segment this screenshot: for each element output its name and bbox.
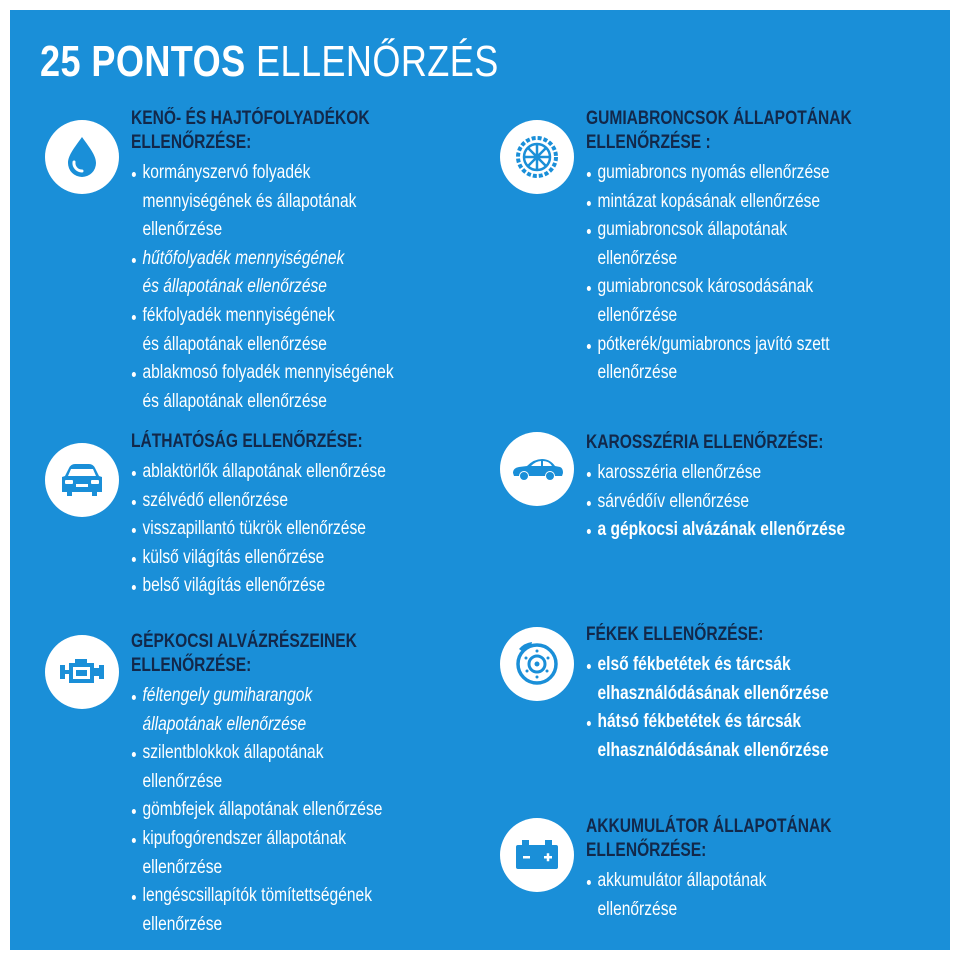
list-item [131,825,382,882]
item-line: és állapotának ellenőrzése [142,276,327,298]
list-item [586,216,852,273]
list-item [131,359,394,416]
car-side-icon [500,432,574,506]
item-line: gumiabroncsok károsodásának [597,276,814,298]
item-line: hűtőfolyadék mennyiségének [142,247,345,269]
tyres-text [586,107,910,388]
heading-line: ELLENŐRZÉSE: [586,840,707,861]
item-line: külső világítás ellenőrzése [142,546,325,568]
item-line: és állapotának ellenőrzése [142,390,327,412]
car-front-icon [45,443,119,517]
battery-heading [586,815,832,863]
list-item [131,544,386,573]
list-item [586,488,845,517]
poster [10,10,950,950]
title-bold: 25 PONTOS [40,37,246,86]
list-item [131,245,394,302]
item-line: ellenőrzése [142,913,223,935]
brakes-heading [586,623,829,647]
tyre-icon [500,120,574,194]
list-item [586,159,852,188]
chassis-list [131,682,438,939]
item-line: első fékbetétek és tárcsák [597,654,791,675]
list-item [131,487,386,516]
item-line: lengéscsillapítók tömítettségének [142,885,372,907]
item-line: hátsó fékbetétek és tárcsák [597,711,801,733]
item-line: ellenőrzése [142,219,223,241]
item-line: szélvédő ellenőrzése [142,489,288,511]
battery-text [586,815,885,924]
list-item [131,796,382,825]
item-line: ellenőrzése [597,898,678,920]
item-line: akkumulátor állapotának [597,870,767,891]
heading-line: ELLENŐRZÉSE: [131,655,252,676]
item-line: mennyiségének és állapotának [142,190,357,212]
item-line: ellenőrzése [597,247,678,269]
water-drop-icon [45,120,119,194]
title-light: ELLENŐRZÉS [255,37,499,86]
item-line: a gépkocsi alvázának ellenőrzése [597,519,846,541]
item-line: ablaktörlők állapotának ellenőrzése [142,461,386,482]
list-item [586,651,829,708]
heading-line: GUMIABRONCSOK ÁLLAPOTÁNAK [586,108,852,129]
visibility-list [131,458,442,601]
item-line: gumiabroncsok állapotának [597,219,788,241]
item-line: szilentblokkok állapotának [142,742,324,764]
list-item [586,188,852,217]
list-item [586,867,832,924]
list-item [131,682,382,739]
item-line: gömbfejek állapotának ellenőrzése [142,799,383,821]
list-item [586,516,845,545]
item-line: mintázat kopásának ellenőrzése [597,190,821,212]
chassis-text [131,630,438,939]
list-item [131,739,382,796]
tyres-list [586,159,910,388]
list-item [131,458,386,487]
list-item [586,273,852,330]
body-heading [586,431,845,455]
heading-line: GÉPKOCSI ALVÁZRÉSZEINEK [131,631,357,652]
item-line: pótkerék/gumiabroncs javító szett [597,333,830,355]
list-item [131,159,394,245]
list-item [131,572,386,601]
item-line: ellenőrzése [142,856,223,878]
list-item [586,331,852,388]
item-line: kipufogórendszer állapotának [142,827,347,849]
heading-line: AKKUMULÁTOR ÁLLAPOTÁNAK [586,816,832,837]
item-line: és állapotának ellenőrzése [142,333,327,355]
heading-line: FÉKEK ELLENŐRZÉSE: [586,624,764,645]
fluids-heading [131,107,394,155]
brake-disc-icon [500,627,574,701]
fluids-list [131,159,451,416]
item-line: sárvédőív ellenőrzése [597,490,750,512]
item-line: ellenőrzése [597,304,678,326]
item-line: ablakmosó folyadék mennyiségének [142,362,394,384]
chassis-heading [131,630,382,678]
list-item [586,708,829,765]
list-item [131,882,382,939]
item-line: féltengely gumiharangok [142,685,313,706]
list-item [131,515,386,544]
heading-line: LÁTHATÓSÁG ELLENŐRZÉSE: [131,431,363,452]
engine-icon [45,635,119,709]
visibility-text [131,430,442,601]
item-line: elhasználódásának ellenőrzése [597,682,829,704]
fluids-text [131,107,451,416]
heading-line: ELLENŐRZÉSE: [131,132,252,153]
item-line: karosszéria ellenőrzése [597,462,762,483]
item-line: gumiabroncs nyomás ellenőrzése [597,162,830,183]
item-line: belső világítás ellenőrzése [142,575,326,597]
heading-line: KENŐ- ÉS HAJTÓFOLYADÉKOK [131,108,370,129]
body-list [586,459,902,545]
body-text [586,431,902,545]
tyres-heading [586,107,852,155]
item-line: ellenőrzése [142,770,223,792]
item-line: visszapillantó tükrök ellenőrzése [142,518,366,540]
list-item [131,302,394,359]
battery-icon [500,818,574,892]
battery-list [586,867,885,924]
item-line: ellenőrzése [597,362,678,384]
heading-line: KAROSSZÉRIA ELLENŐRZÉSE: [586,432,824,453]
item-line: elhasználódásának ellenőrzése [597,739,829,761]
page-title [40,38,499,86]
visibility-heading [131,430,386,454]
heading-line: ELLENŐRZÉSE : [586,132,711,153]
brakes-list [586,651,882,765]
item-line: fékfolyadék mennyiségének [142,304,335,326]
item-line: állapotának ellenőrzése [142,713,307,735]
brakes-text [586,623,882,765]
item-line: kormányszervó folyadék [142,162,311,183]
list-item [586,459,845,488]
